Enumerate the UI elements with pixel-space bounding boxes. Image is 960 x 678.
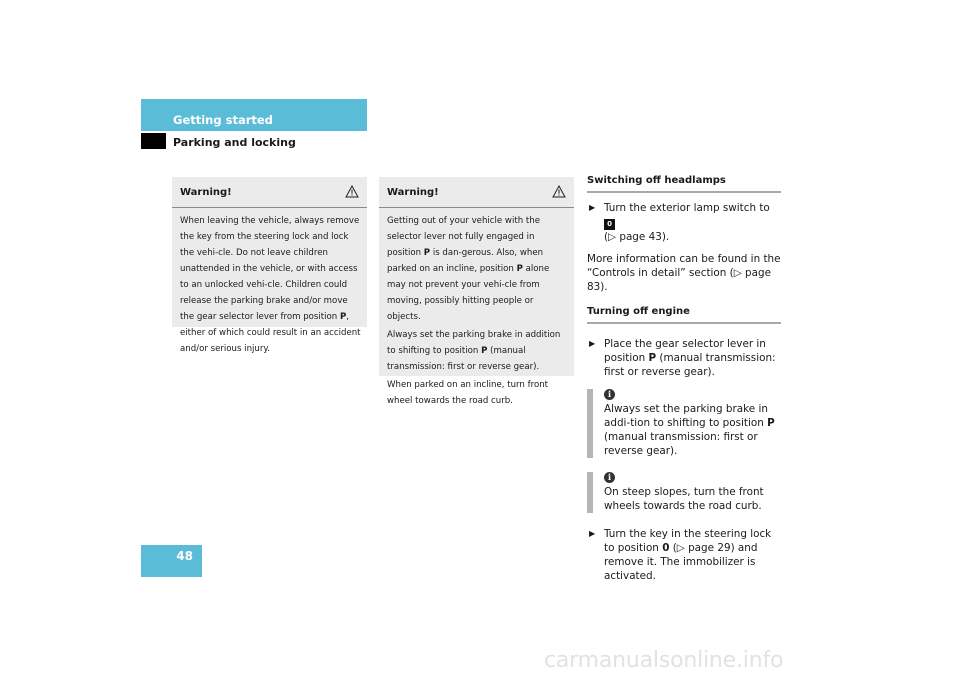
- warning-box-selector-lever: [379, 177, 574, 406]
- section-title: Parking and locking: [173, 136, 296, 149]
- info-note: i On steep slopes, turn the front wheels towards the road curb.: [587, 472, 781, 513]
- info-paragraph: More information can be found in the “Controls in detail” section (▷ page 83).: [587, 253, 781, 293]
- warning-paragraph: Getting out of your vehicle with the selector lever not fully engaged in position P is dan-gerous. Also, when parked on an incline, position P alone may not prevent your vehi-cle from moving, possibly hitting people or objects.: [387, 216, 550, 322]
- arrow-bullet-icon: ▶: [589, 203, 596, 212]
- instruction-step: ▶ Turn the key in the steering lock to position 0 (▷ page 29) and remove it. The immobilizer is activated.: [589, 528, 772, 582]
- instructions-column: [587, 174, 781, 591]
- warning-triangle-icon: [345, 183, 359, 202]
- warning-title: Warning!: [387, 187, 439, 198]
- warning-triangle-icon: [552, 183, 566, 202]
- arrow-bullet-icon: ▶: [589, 339, 596, 348]
- lamp-switch-off-icon: 0: [604, 219, 615, 230]
- warning-header: [172, 177, 367, 208]
- note-bar: [587, 389, 593, 458]
- warning-title: Warning!: [180, 187, 232, 198]
- warning-box-leaving-vehicle: [172, 177, 367, 354]
- info-note: i Always set the parking brake in addi-tion to shifting to position P (manual transmission: first or reverse gear).: [587, 389, 781, 458]
- section-marker: [141, 133, 166, 149]
- note-bar: [587, 472, 593, 513]
- warning-paragraph: When parked on an incline, turn front wheel towards the road curb.: [387, 380, 549, 406]
- info-icon: i: [604, 389, 615, 400]
- section-heading-engine: Turning off engine: [587, 305, 781, 324]
- warning-paragraph: Always set the parking brake in addition to shifting to position P (manual transmission: first or reverse gear).: [387, 330, 561, 372]
- info-icon: i: [604, 472, 615, 483]
- chapter-title: Getting started: [173, 113, 273, 127]
- watermark: carmanualsonline.info: [544, 648, 784, 673]
- instruction-step: ▶ Place the gear selector lever in position P (manual transmission: first or reverse gear).: [589, 338, 776, 378]
- page-number: 48: [176, 549, 193, 563]
- warning-body: When leaving the vehicle, always remove the key from the steering lock and lock the vehi-cle. Do not leave children unattended in the vehicle, or with access to an unlocked vehi-cle. Children could release the parking brake and/or move the gear selector lever from position P, either of which could result in an accident and/or serious injury.: [180, 216, 361, 354]
- arrow-bullet-icon: ▶: [589, 529, 596, 538]
- instruction-step: ▶ Turn the exterior lamp switch to 0 (▷ page 43).: [589, 202, 770, 243]
- section-heading-headlamps: Switching off headlamps: [587, 174, 781, 193]
- warning-header: [379, 177, 574, 208]
- warning-body: [379, 208, 574, 417]
